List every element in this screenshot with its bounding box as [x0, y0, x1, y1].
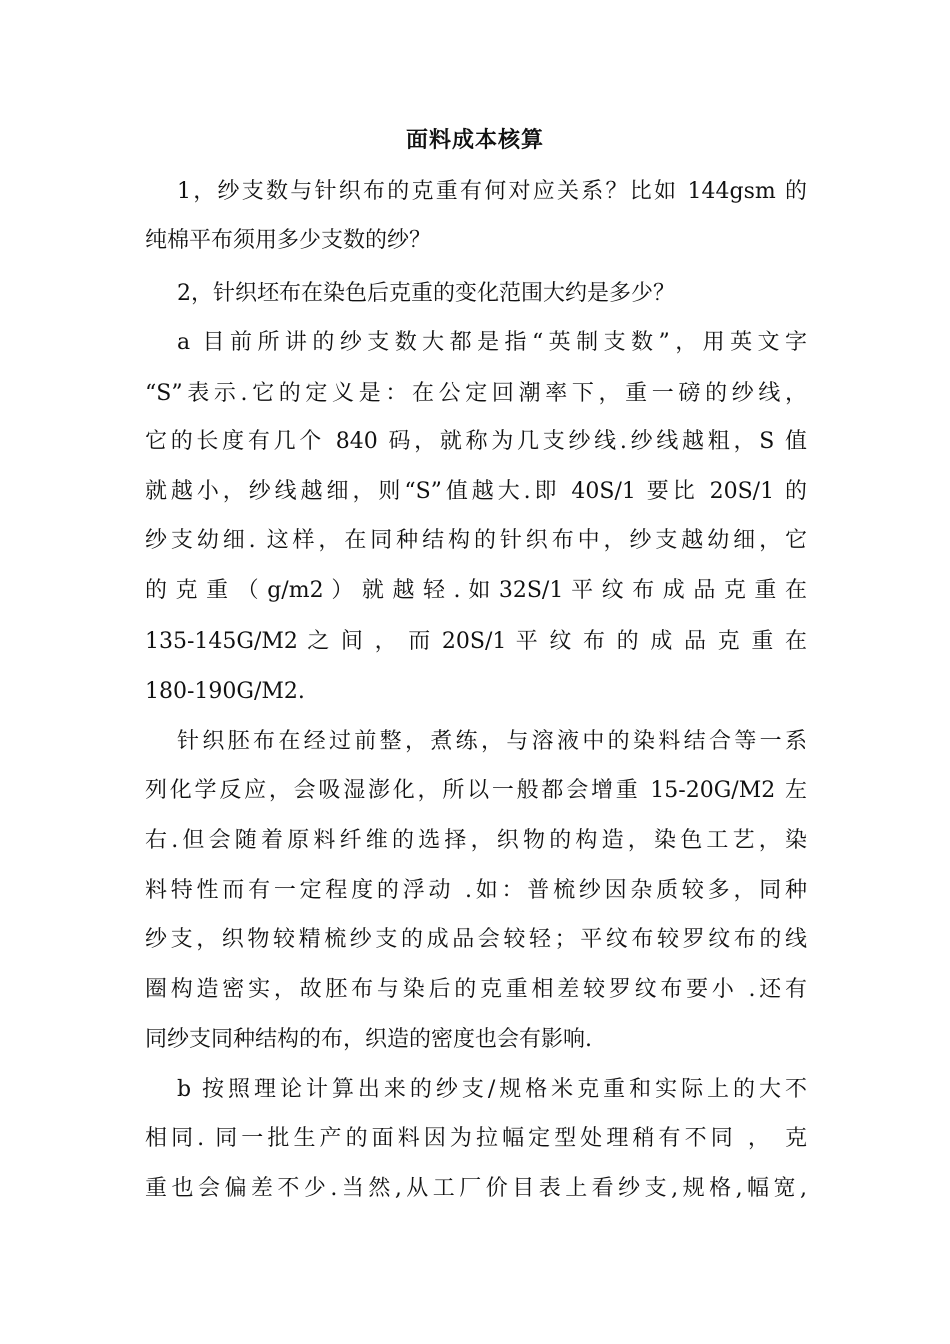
paragraph-line: 右.但会随着原料纤维的选择，织物的构造，染色工艺，染	[145, 828, 807, 853]
paragraph-line: 纱支幼细. 这样，在同种结构的针织布中，纱支越幼细，它	[145, 528, 807, 553]
paragraph-line: 纱支，织物较精梳纱支的成品会较轻；平纹布较罗纹布的线	[145, 927, 807, 952]
paragraph-line: 它的长度有几个 840 码，就称为几支纱线.纱线越粗，S 值	[145, 429, 807, 454]
paragraph-line: 列化学反应，会吸湿澎化，所以一般都会增重 15-20G/M2 左	[145, 778, 807, 803]
paragraph-line: 重也会偏差不少.当然,从工厂价目表上看纱支,规格,幅宽,	[145, 1176, 807, 1201]
paragraph-line: 针织胚布在经过前整，煮练，与溶液中的染料结合等一系	[177, 729, 807, 754]
paragraph-line: 135-145G/M2 之 间 ， 而 20S/1 平 纹 布 的 成 品 克 重 在	[145, 629, 807, 654]
paragraph-line: “S”表示.它的定义是：在公定回潮率下，重一磅的纱线，	[145, 381, 807, 406]
paragraph-line: 2，针织坯布在染色后克重的变化范围大约是多少？	[177, 281, 675, 306]
paragraph-line: 料特性而有一定程度的浮动 .如：普梳纱因杂质较多，同种	[145, 878, 807, 903]
paragraph-line: a 目前所讲的纱支数大都是指“英制支数”，用英文字	[177, 330, 807, 355]
paragraph-line: 圈构造密实，故胚布与染后的克重相差较罗纹布要小 .还有	[145, 977, 807, 1002]
paragraph-line: 的 克 重 （ g/m2 ） 就 越 轻 . 如 32S/1 平 纹 布 成 品 克 重 在	[145, 578, 807, 603]
document-title: 面料成本核算	[405, 128, 544, 153]
paragraph-line: 180-190G/M2.	[145, 679, 305, 704]
paragraph-line: 就越小，纱线越细，则“S”值越大.即 40S/1 要比 20S/1 的	[145, 479, 807, 504]
paragraph-line: 纯棉平布须用多少支数的纱？	[145, 228, 432, 253]
paragraph-line: 相同. 同一批生产的面料因为拉幅定型处理稍有不同 ， 克	[145, 1126, 807, 1151]
paragraph-line: b 按照理论计算出来的纱支/规格米克重和实际上的大不	[177, 1077, 807, 1102]
paragraph-line: 同纱支同种结构的布，织造的密度也会有影响.	[145, 1027, 592, 1052]
paragraph-line: 1，纱支数与针织布的克重有何对应关系？比如 144gsm 的	[177, 179, 807, 204]
